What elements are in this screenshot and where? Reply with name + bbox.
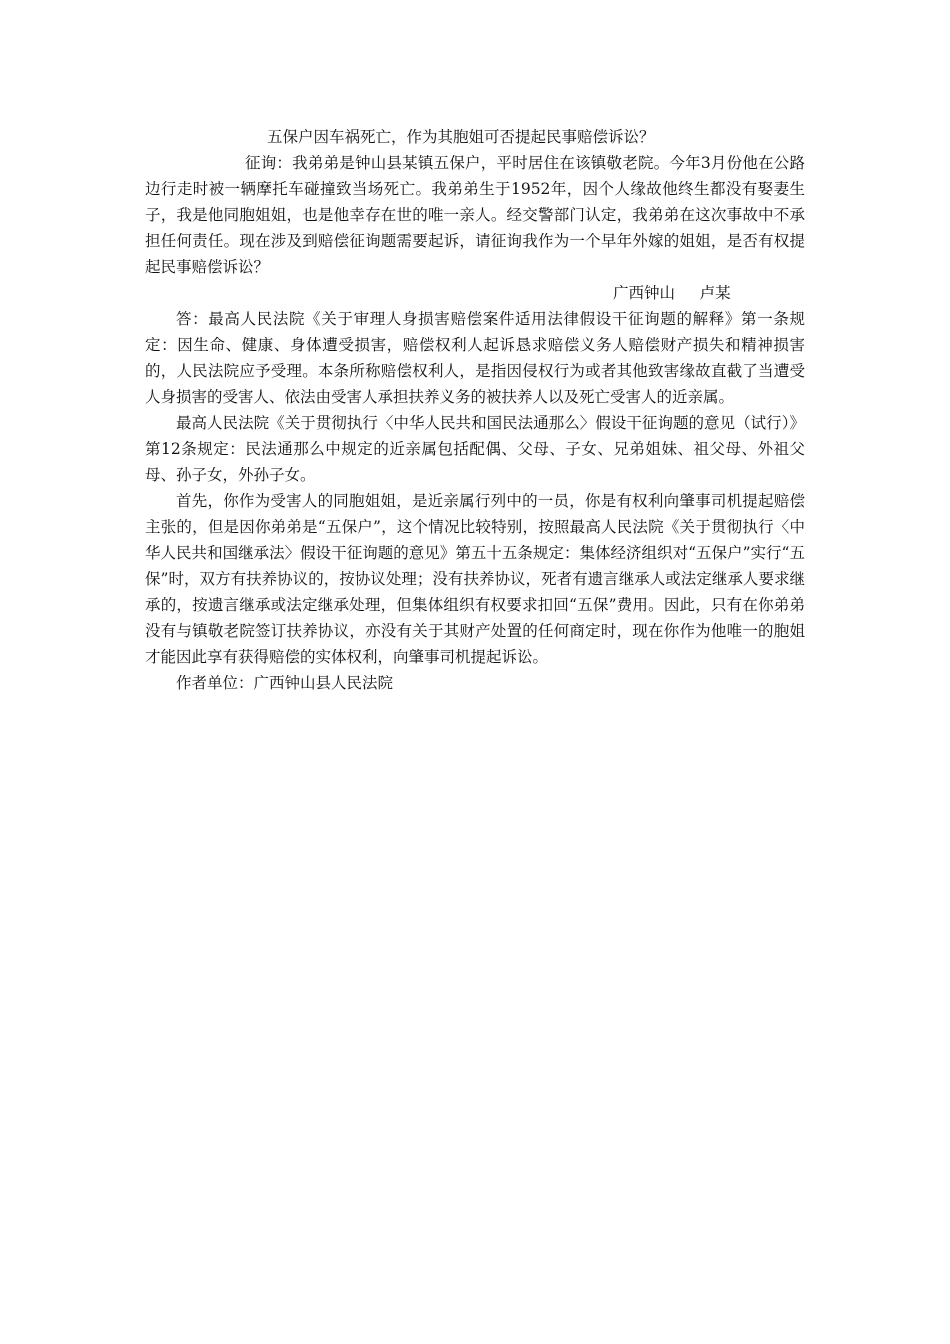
document-page xyxy=(145,124,805,696)
signature-line xyxy=(145,280,805,306)
answer-paragraph-1: 答：最高人民法院《关于审理人身损害赔偿案件适用法律假设干征询题的解释》第一条规定：因生命、健康、身体遭受损害，赔偿权利人起诉恳求赔偿义务人赔偿财产损失和精神损害的，人民法院应予受理。本条所称赔偿权利人，是指因侵权行为或者其他致害缘故直截了当遭受人身损害的受害人、依法由受害人承担扶养义务的被扶养人以及死亡受害人的近亲属。 xyxy=(145,310,805,406)
signature-place: 广西钟山 xyxy=(613,284,676,302)
answer-paragraph-3: 首先，你作为受害人的同胞姐姐，是近亲属行列中的一员，你是有权利向肇事司机提起赔偿主张的，但是因你弟弟是“五保户”，这个情况比较特别，按照最高人民法院《关于贯彻执行〈中华人民共和国继承法〉假设干征询题的意见》第五十五条规定：集体经济组织对“五保户”实行“五保”时，双方有扶养协议的，按协议处理；没有扶养协议，死者有遗言继承人或法定继承人要求继承的，按遗言继承或法定继承处理，但集体组织有权要求扣回“五保”费用。因此，只有在你弟弟没有与镇敬老院签订扶养协议，亦没有关于其财产处置的任何商定时，现在你作为他唯一的胞姐才能因此享有获得赔偿的实体权利，向肇事司机提起诉讼。 xyxy=(145,492,805,666)
author-unit: 作者单位：广西钟山县人民法院 xyxy=(176,674,394,692)
inquiry-paragraph: 征询：我弟弟是钟山县某镇五保户，平时居住在该镇敬老院。今年3月份他在公路边行走时被一辆摩托车碰撞致当场死亡。我弟弟生于1952年，因个人缘故他终生都没有娶妻生子，我是他同胞姐姐，也是他幸存在世的唯一亲人。经交警部门认定，我弟弟在这次事故中不承担任何责任。现在涉及到赔偿征询题需要起诉，请征询我作为一个早年外嫁的姐姐，是否有权提起民事赔偿诉讼？ xyxy=(145,154,805,276)
signature-name: 卢某 xyxy=(699,284,731,302)
document-title: 五保户因车祸死亡，作为其胞姐可否提起民事赔偿诉讼？ xyxy=(267,128,655,146)
answer-paragraph-2: 最高人民法院《关于贯彻执行〈中华人民共和国民法通那么〉假设干征询题的意见（试行）》第12条规定：民法通那么中规定的近亲属包括配偶、父母、子女、兄弟姐妹、祖父母、外祖父母、孙子女，外孙子女。 xyxy=(145,414,805,484)
